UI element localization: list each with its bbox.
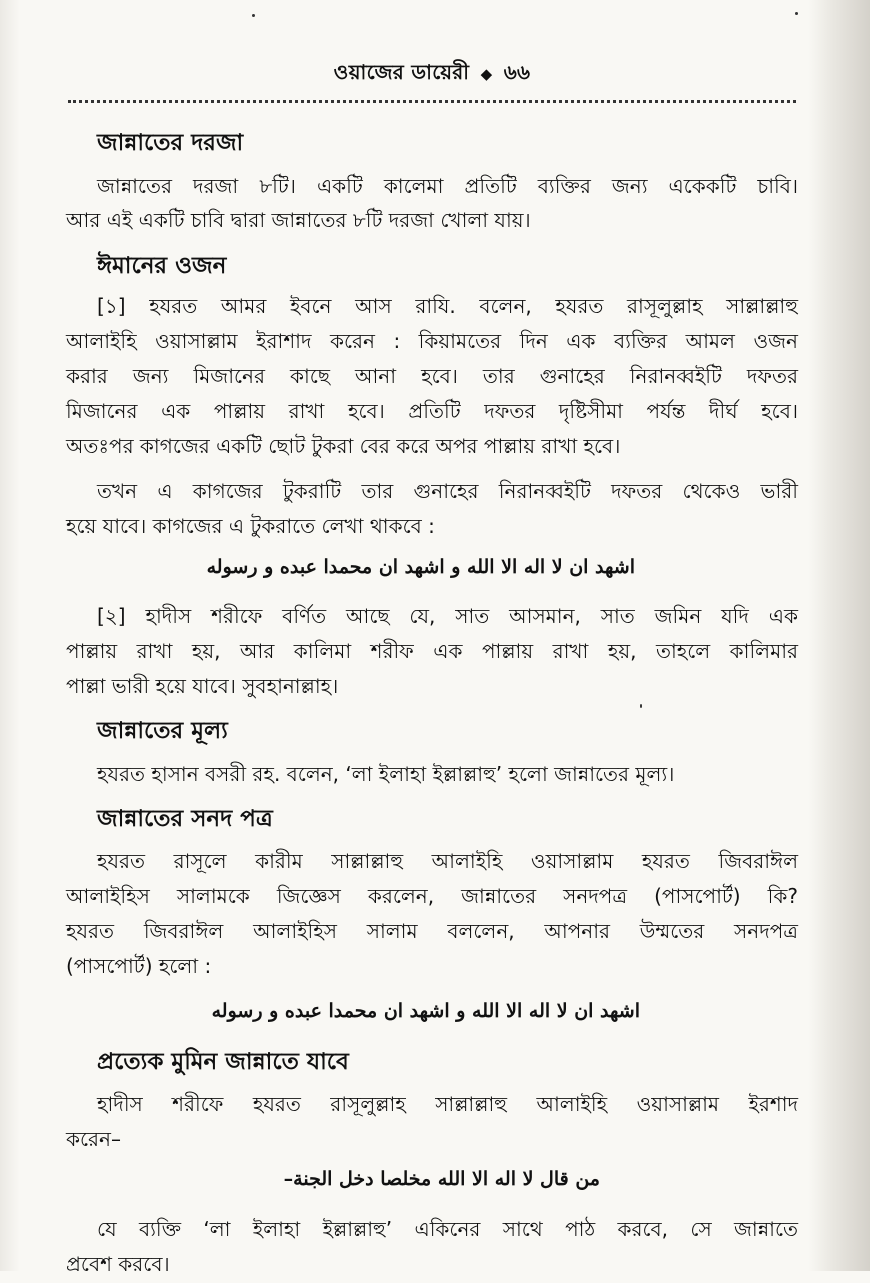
text-line: আলাইহিস সালামকে জিজ্ঞেস করলেন, জান্নাতের সনদপত্র (পাসপোর্ট) কি? [66,884,798,908]
text-line: [২] হাদীস শরীফে বর্ণিত আছে যে, সাত আসমান, সাত জমিন যদি এক [97,604,798,628]
book-title: ওয়াজের ডায়েরী [333,60,470,84]
section-heading: জান্নাতের মূল্য [97,718,228,744]
section-heading: জান্নাতের সনদ পত্র [97,806,273,832]
text-line: হাদীস শরীফে হযরত রাসূলুল্লাহ সাল্লাল্লাহু আলাইহি ওয়াসাল্লাম ইরশাদ [97,1092,798,1116]
text-line: হযরত জিবরাঈল আলাইহিস সালাম বললেন, আপনার উম্মতের সনদপত্র [66,919,798,943]
arabic-kalima: اشهد ان لا اله الا الله و اشهد ان محمدا عبده و رسوله [206,556,635,578]
text-line: করার জন্য মিজানের কাছে আনা হবে। তার গুনাহের নিরানব্বইটি দফতর [66,364,798,388]
section-heading: ঈমানের ওজন [97,253,227,279]
text-line: মিজানের এক পাল্লায় রাখা হবে। প্রতিটি দফতর দৃষ্টিসীমা পর্যন্ত দীর্ঘ হবে। [66,399,798,423]
text-line: পাল্লায় রাখা হয়, আর কালিমা শরীফ এক পাল্লায় রাখা হয়, তাহলে কালিমার [66,639,798,663]
text-line: আলাইহি ওয়াসাল্লাম ইরাশাদ করেন : কিয়ামতের দিন এক ব্যক্তির আমল ওজন [66,329,798,353]
text-line: হয়ে যাবে। কাগজের এ টুকরাতে লেখা থাকবে : [66,514,435,538]
text-line: যে ব্যক্তি ‘লা ইলাহা ইল্লাল্লাহু’ একিনের সাথে পাঠ করবে, সে জান্নাতে [97,1217,798,1241]
text-line: পাল্লা ভারী হয়ে যাবে। সুবহানাল্লাহ। [66,674,339,698]
text-line: [১] হযরত আমর ইবনে আস রাযি. বলেন, হযরত রাসূলুল্লাহ সাল্লাল্লাহু [97,294,798,318]
text-line: (পাসপোর্ট) হলো : [66,954,212,978]
text-line: হযরত রাসূলে কারীম সাল্লাল্লাহু আলাইহি ওয়াসাল্লাম হযরত জিবরাঈল [97,849,798,873]
diamond-separator-icon: ◆ [480,65,493,83]
text-line: তখন এ কাগজের টুকরাটি তার গুনাহের নিরানব্বইটি দফতর থেকেও ভারী [97,479,798,503]
text-line: হযরত হাসান বসরী রহ. বলেন, ‘লা ইলাহা ইল্লাল্লাহু’ হলো জান্নাতের মূল্য। [97,762,675,786]
text-line: অতঃপর কাগজের একটি ছোট টুকরা বের করে অপর পাল্লায় রাখা হবে। [66,434,621,458]
text-line: আর এই একটি চাবি দ্বারা জান্নাতের ৮টি দরজা খোলা যায়। [66,208,531,232]
text-line: প্রবেশ করবে। [66,1252,170,1276]
arabic-hadith: من قال لا اله الا الله مخلصا دخل الجنة– [283,1168,600,1190]
section-heading: প্রত্যেক মুমিন জান্নাতে যাবে [97,1049,349,1075]
section-heading: জান্নাতের দরজা [97,130,244,156]
text-line: জান্নাতের দরজা ৮টি। একটি কালেমা প্রতিটি ব্যক্তির জন্য একেকটি চাবি। [97,174,798,198]
text-line: করেন– [66,1127,121,1151]
arabic-kalima: اشهد ان لا اله الا الله و اشهد ان محمدا عبده و رسوله [211,1000,640,1022]
page-number: ৬৬ [503,60,531,84]
